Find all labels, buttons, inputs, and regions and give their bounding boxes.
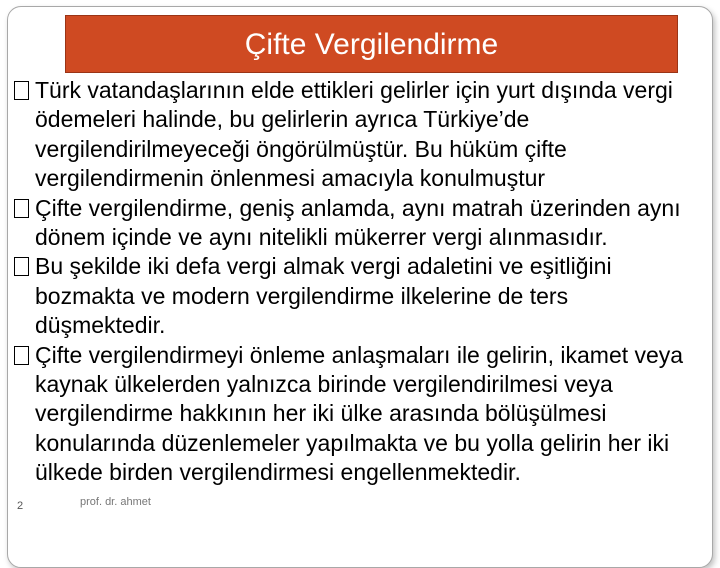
slide-body	[14, 76, 704, 488]
bullet-text: Türk vatandaşlarının elde ettikleri gelirler için yurt dışında vergi ödemeleri halinde, bu gelirlerin ayrıca Türkiye’de vergilendirilmeyeceği öngörülmüştür. Bu hüküm çifte vergilendirmenin önlenmesi amacıyla konulmuştur	[35, 77, 673, 192]
square-bullet-icon	[14, 199, 29, 218]
square-bullet-icon	[14, 346, 29, 365]
title-banner	[65, 15, 678, 73]
footer-author: prof. dr. ahmet	[80, 496, 151, 508]
bullet-item	[14, 252, 704, 340]
square-bullet-icon	[14, 257, 29, 276]
bullet-text: Çifte vergilendirmeyi önleme anlaşmaları ile gelirin, ikamet veya kaynak ülkelerden yalnızca birinde vergilendirilmesi veya vergilendirme hakkının her iki ülke arasında bölüşülmesi konularında düzenlemeler yapılmakta ve bu yolla gelirin her iki ülkede birden vergilendirmesi engellenmektedir.	[35, 341, 684, 486]
bullet-item	[14, 194, 704, 253]
bullet-text: Çifte vergilendirme, geniş anlamda, aynı matrah üzerinden aynı dönem içinde ve aynı nitelikli mükerrer vergi alınmasıdır.	[35, 194, 681, 251]
slide-number: 2	[17, 500, 24, 512]
bullet-item	[14, 76, 704, 194]
bullet-text: Bu şekilde iki defa vergi almak vergi adaletini ve eşitliğini bozmakta ve modern vergilendirme ilkelerine de ters düşmektedir.	[35, 253, 612, 339]
slide-title: Çifte Vergilendirme	[244, 28, 499, 61]
square-bullet-icon	[14, 81, 29, 100]
bullet-item	[14, 341, 704, 488]
